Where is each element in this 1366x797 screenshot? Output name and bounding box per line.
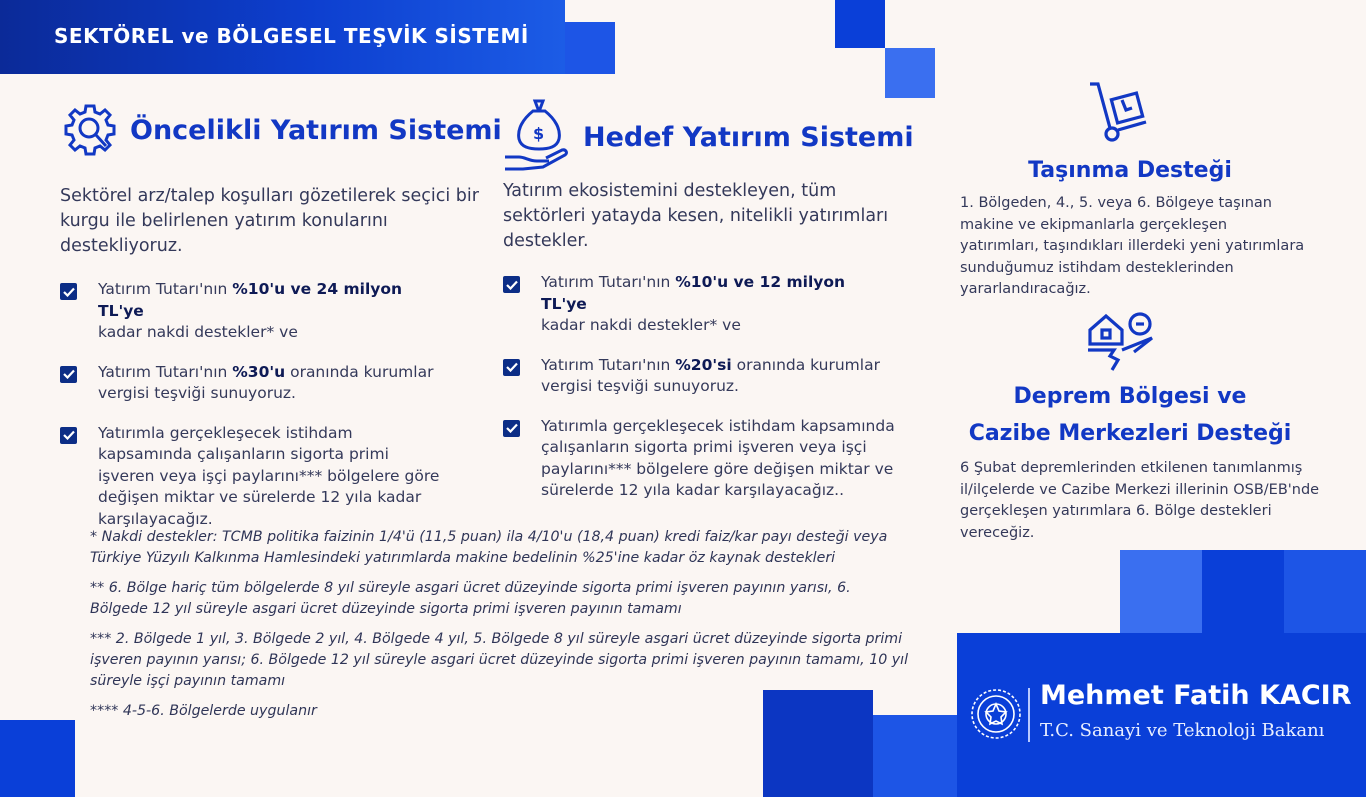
checkbox-icon [60,427,77,444]
svg-text:$: $ [533,124,545,143]
decor-square [565,22,615,74]
item-text: Yatırımla gerçekleşecek istihdam kapsamında çalışanların sigorta primi işveren veya işçi paylarını*** bölgelere göre değişen miktar ve sürelerde 12 yıla kadar karşılayacağız. [98,423,440,528]
benefit-list [503,272,913,502]
intro-line: kurgu ile belirlenen yatırım konularını [60,211,388,231]
decor-square [1120,550,1202,633]
list-item [503,355,913,398]
priority-investment-section [60,100,502,548]
gear-search-icon [60,100,120,160]
checkbox-icon [60,366,77,383]
earthquake-house-icon [1086,308,1160,374]
intro-line: sektörleri yatayda kesen, nitelikli yatırımları [503,206,889,226]
section-title: Taşınma Desteği [1028,158,1232,183]
decor-square [1202,550,1284,633]
earthquake-region-section [960,308,1330,544]
checkbox-icon [503,276,520,293]
item-text: Yatırım Tutarı'nın %10'u ve 24 milyon TL'ye kadar nakdi destekler* ve [98,280,403,341]
section-intro [503,179,913,254]
section-title: Hedef Yatırım Sistemi [583,121,914,153]
footnote: ** 6. Bölge hariç tüm bölgelerde 8 yıl süreyle asgari ücret düzeyinde sigorta primi işveren payının yarısı, 6. Bölgede 12 yıl süreyle asgari ücret düzeyinde sigorta primi işveren payının tamamı [90,580,851,617]
decor-square [1284,550,1366,633]
intro-line: destekler. [503,231,589,251]
minister-role: T.C. Sanayi ve Teknoloji Bakanı [1040,720,1325,741]
hand-truck-box-icon [1084,78,1154,148]
item-text: Yatırımla gerçekleşecek istihdam kapsamında çalışanların sigorta primi işveren veya işçi paylarını*** bölgelere göre değişen miktar ve sürelerde 12 yıla kadar karşılayacağız.. [541,416,895,499]
list-item [503,416,913,502]
list-item [503,272,913,337]
list-item [60,279,480,344]
footnote: *** 2. Bölgede 1 yıl, 3. Bölgede 2 yıl, 4. Bölgede 4 yıl, 5. Bölgede 8 yıl süreyle asgari ücret düzeyinde sigorta primi işveren payının yarısı; 6. Bölgede 12 yıl süreyle asgari ücret düzeyinde sigorta primi işveren payının tamamı, 10 yıl süreyle işçi payının tamamı [90,631,909,689]
list-item [60,362,480,405]
footnote: **** 4-5-6. Bölgelerde uygulanır [90,703,317,719]
checkbox-icon [60,283,77,300]
intro-line: Sektörel arz/talep koşulları gözetilerek seçici bir [60,186,479,206]
relocation-support-section [960,78,1330,301]
decor-square [885,48,935,98]
intro-line: Yatırım ekosistemini destekleyen, tüm [503,181,837,201]
target-investment-section [503,97,913,520]
section-header [60,100,502,160]
list-item [60,423,480,531]
section-title: Öncelikli Yatırım Sistemi [130,114,502,146]
decor-square [0,720,75,797]
section-text: 1. Bölgeden, 4., 5. veya 6. Bölgeye taşınan makine ve ekipmanlarla gerçekleşen yatırımları, taşındıkları illerdeki yeni yatırımlara sunduğumuz istihdam desteklerinden yararlandıracağız. [960,195,1305,297]
section-intro [60,184,480,259]
money-bag-hand-icon [503,97,571,177]
minister-name: Mehmet Fatih KACIR [1040,680,1352,711]
item-text: Yatırım Tutarı'nın %10'u ve 12 milyon TL'ye kadar nakdi destekler* ve [541,273,846,334]
intro-line: destekliyoruz. [60,236,183,256]
section-title-line: Cazibe Merkezleri Desteği [968,421,1292,446]
checkbox-icon [503,420,520,437]
ministry-seal-icon [970,688,1022,740]
benefit-list [60,279,480,530]
section-title-line: Deprem Bölgesi ve [1013,384,1247,409]
decor-square [835,0,885,48]
item-text: Yatırım Tutarı'nın %20'si oranında kurumlar vergisi teşviği sunuyoruz. [541,355,880,395]
section-text: 6 Şubat depremlerinden etkilenen tanımlanmış il/ilçelerde ve Cazibe Merkezi illerinin OSB/EB'nde gerçekleşen yatırımlara 6. Bölge destekleri vereceğiz. [960,460,1320,541]
header-banner [0,0,565,74]
banner-title: SEKTÖREL ve BÖLGESEL TEŞVİK SİSTEMİ [54,24,529,48]
signature-divider [1028,688,1030,742]
section-header [503,97,913,177]
checkbox-icon [503,359,520,376]
footnote: * Nakdi destekler: TCMB politika faizinin 1/4'ü (11,5 puan) ila 4/10'u (18,4 puan) kredi faiz/kar payı desteği veya Türkiye Yüzyılı Kalkınma Hamlesindeki yatırımlarda makine bedelinin %25'ine kadar öz kaynak destekleri [90,529,888,566]
item-text: Yatırım Tutarı'nın %30'u oranında kurumlar vergisi teşviği sunuyoruz. [98,362,434,402]
footnotes [90,527,910,731]
